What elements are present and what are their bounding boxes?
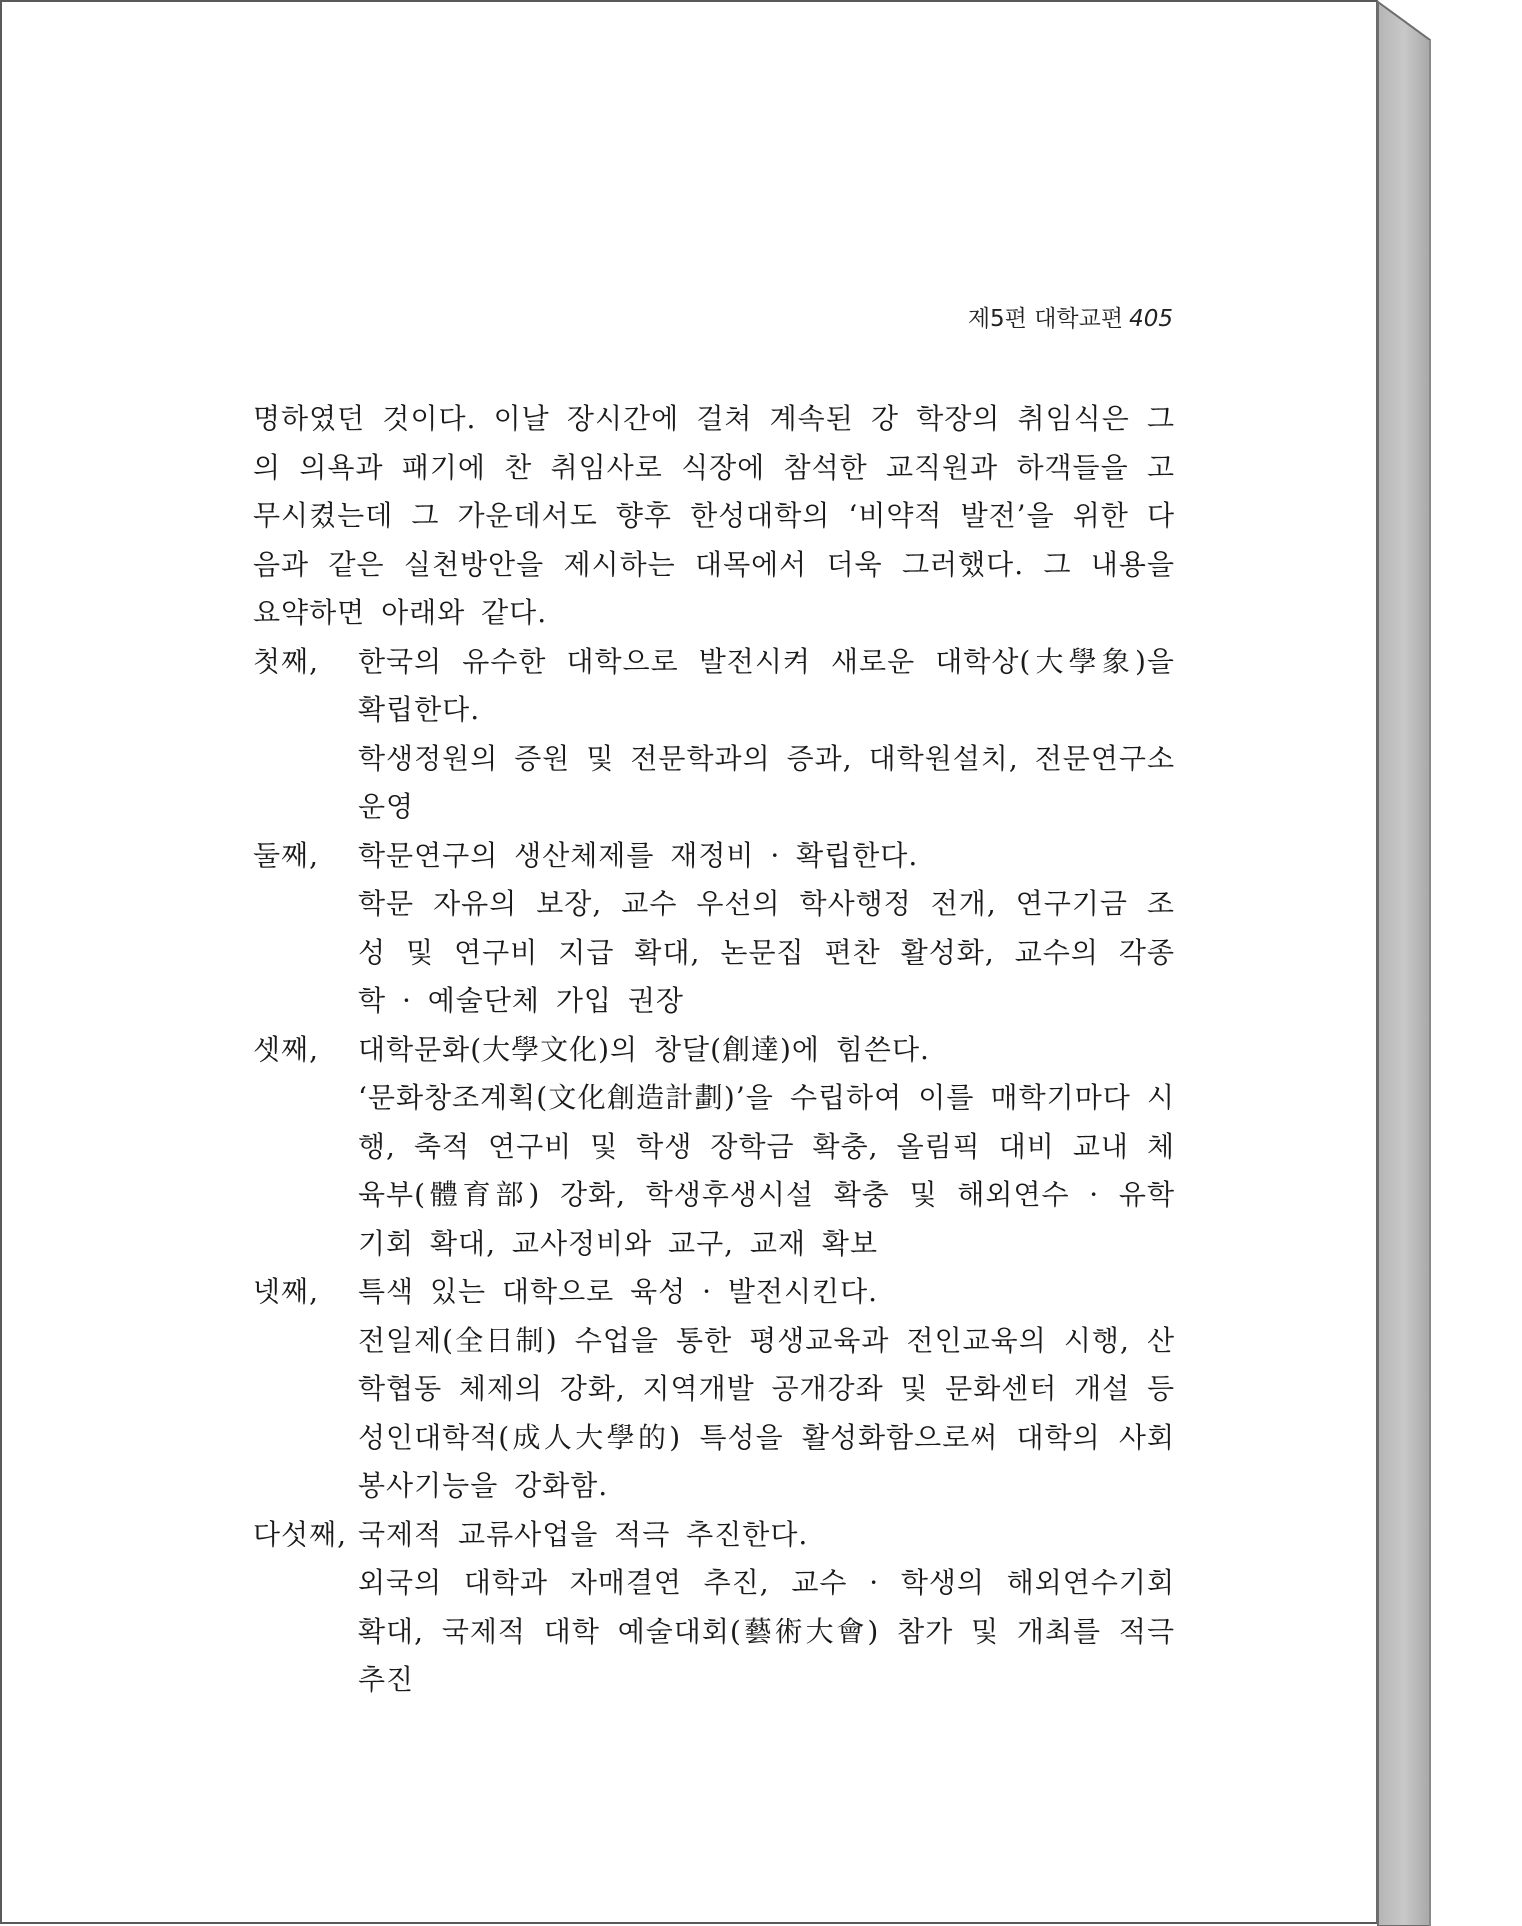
item-detail-text: ‘문화창조계획(文化創造計劃)’을 수립하여 이를 매학기마다 시행, 축적 연구비 및 학생 장학금 확충, 올림픽 대비 교내 체육부(體育部) 강화, 학생후생시설 확충 및 해외연수 · 유학 기회 확대, 교사정비와 교구, 교재 확보: [358, 1081, 1175, 1260]
item-label: 둘째,: [253, 838, 319, 872]
page-number: 405: [1129, 306, 1173, 332]
item-detail-text: 학문 자유의 보장, 교수 우선의 학사행정 전개, 연구기금 조성 및 연구비 지급 확대, 논문집 편찬 활성화, 교수의 각종 학 · 예술단체 가입 권장: [358, 887, 1175, 1017]
item-label: 첫째,: [253, 644, 319, 678]
list-item-2: [253, 832, 1175, 1026]
item-label: 다섯째,: [253, 1517, 348, 1551]
list-item-1: [253, 638, 1175, 832]
item-body: [358, 1268, 1175, 1511]
item-body: [358, 1026, 1175, 1269]
item-main-text: 특색 있는 대학으로 육성 · 발전시킨다.: [358, 1275, 879, 1308]
page-stack-graphic: [1376, 0, 1522, 1926]
page-stack-edge: [1376, 0, 1522, 1926]
item-body: [358, 832, 1175, 1026]
item-label: 셋째,: [253, 1032, 319, 1066]
item-main-text: 국제적 교류사업을 적극 추진한다.: [358, 1517, 809, 1551]
running-head-label: 제5편 대학교편: [967, 306, 1124, 332]
intro-paragraph: 명하였던 것이다. 이날 장시간에 걸쳐 계속된 강 학장의 취임식은 그의 의욕과 패기에 찬 취임사로 식장에 참석한 교직원과 하객들을 고무시켰는데 그 가운데서도 향후 한성대학의 ‘비약적 발전’을 위한 다음과 같은 실천방안을 제시하는 대목에서 더욱 그러했다. 그 내용을 요약하면 아래와 같다.: [253, 402, 1175, 629]
item-label: 넷째,: [253, 1275, 319, 1308]
list-item-4: [253, 1268, 1175, 1511]
item-detail-text: 학생정원의 증원 및 전문학과의 증과, 대학원설치, 전문연구소 운영: [358, 741, 1175, 823]
item-body: [358, 638, 1175, 832]
item-detail-text: 전일제(全日制) 수업을 통한 평생교육과 전인교육의 시행, 산학협동 체제의 강화, 지역개발 공개강좌 및 문화센터 개설 등 성인대학적(成人大學的) 특성을 활성화함으로써 대학의 사회 봉사기능을 강화함.: [358, 1323, 1175, 1502]
item-body: [358, 1511, 1175, 1705]
body-text: [253, 395, 1175, 1705]
item-main-text: 대학문화(大學文化)의 창달(創達)에 힘쓴다.: [358, 1032, 930, 1066]
list-item-5: [253, 1511, 1175, 1705]
running-head: [968, 300, 1173, 333]
item-detail-text: 외국의 대학과 자매결연 추진, 교수 · 학생의 해외연수기회 확대, 국제적 대학 예술대회(藝術大會) 참가 및 개최를 적극 추진: [358, 1566, 1175, 1696]
list-item-3: [253, 1026, 1175, 1269]
item-main-text: 학문연구의 생산체제를 재정비 · 확립한다.: [358, 838, 919, 872]
item-main-text: 한국의 유수한 대학으로 발전시켜 새로운 대학상(大學象)을 확립한다.: [358, 644, 1175, 726]
